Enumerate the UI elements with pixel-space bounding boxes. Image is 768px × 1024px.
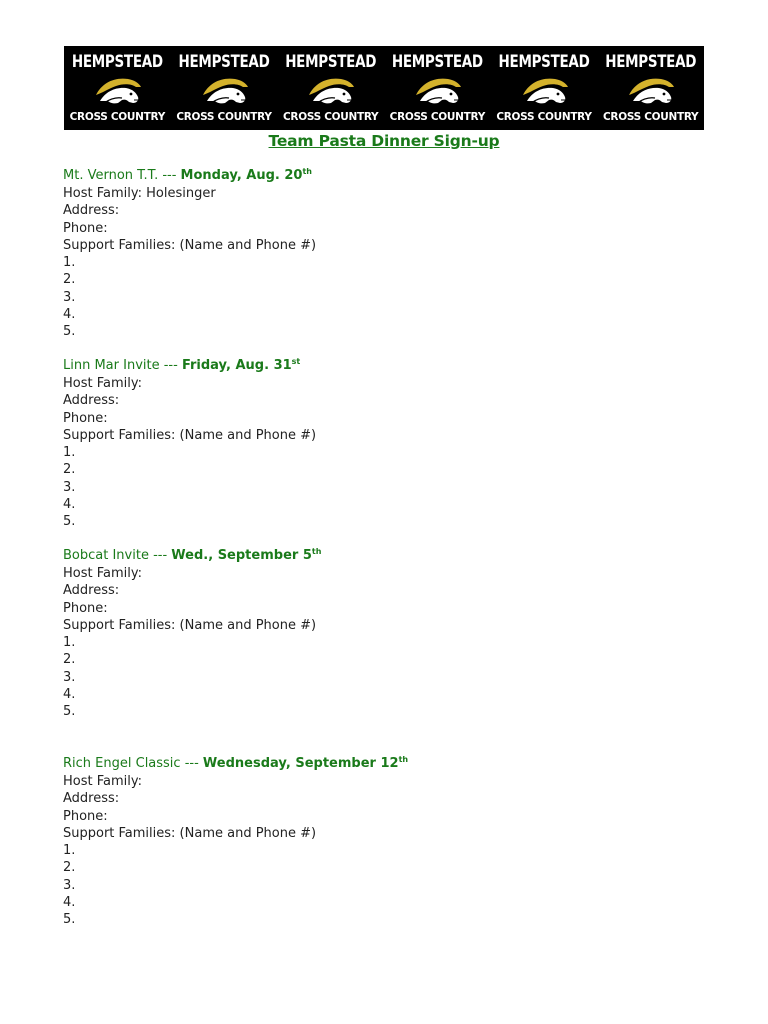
event-date-ordinal: st bbox=[291, 357, 301, 366]
support-family-slot: 1. bbox=[63, 843, 76, 859]
event-name: Rich Engel Classic bbox=[63, 756, 181, 771]
support-families-label: Support Families: (Name and Phone #) bbox=[63, 237, 317, 253]
support-family-slot: 4. bbox=[63, 307, 76, 323]
logo-school-name: HEMPSTEAD bbox=[71, 52, 163, 72]
event-separator: --- bbox=[159, 358, 182, 373]
event-date-ordinal: th bbox=[311, 547, 322, 556]
event-separator: --- bbox=[180, 756, 203, 771]
page-title: Team Pasta Dinner Sign-up bbox=[268, 132, 500, 150]
logo-sport-name: CROSS COUNTRY bbox=[176, 111, 272, 123]
logo-school-name: HEMPSTEAD bbox=[285, 52, 377, 72]
support-family-slot: 2. bbox=[63, 462, 76, 478]
host-family-field: Host Family: bbox=[63, 566, 142, 581]
support-family-slot: 5. bbox=[63, 704, 76, 720]
team-logo bbox=[597, 46, 704, 130]
event-name: Linn Mar Invite bbox=[63, 358, 160, 373]
logo-sport-name: CROSS COUNTRY bbox=[283, 111, 379, 123]
bronco-horse-icon bbox=[94, 73, 142, 109]
address-field: Address: bbox=[63, 393, 120, 409]
support-family-slot: 5. bbox=[63, 324, 76, 340]
bronco-horse-icon bbox=[201, 73, 249, 109]
support-family-slot: 3. bbox=[63, 669, 76, 685]
event-section bbox=[63, 167, 703, 341]
support-family-slot: 2. bbox=[63, 272, 76, 288]
bronco-horse-icon bbox=[627, 73, 675, 109]
event-heading bbox=[63, 167, 703, 185]
bronco-horse-icon bbox=[307, 73, 355, 109]
logo-school-name: HEMPSTEAD bbox=[605, 52, 697, 72]
support-family-slot: 3. bbox=[63, 289, 76, 305]
address-field: Address: bbox=[63, 203, 120, 219]
team-logo bbox=[277, 46, 384, 130]
bronco-horse-icon bbox=[521, 73, 569, 109]
support-family-slot: 2. bbox=[63, 652, 76, 668]
event-date: Friday, Aug. 31 bbox=[181, 358, 292, 373]
event-separator: --- bbox=[148, 548, 172, 563]
logo-sport-name: CROSS COUNTRY bbox=[69, 111, 166, 123]
support-family-slot: 1. bbox=[63, 255, 76, 271]
support-family-slot: 5. bbox=[63, 514, 76, 530]
support-family-slot: 3. bbox=[63, 877, 76, 893]
event-date-ordinal: th bbox=[398, 755, 409, 764]
address-field: Address: bbox=[63, 791, 120, 807]
support-family-slot: 1. bbox=[63, 635, 76, 651]
support-family-slot: 3. bbox=[63, 479, 76, 495]
bronco-horse-icon bbox=[414, 73, 462, 109]
host-family-field: Host Family: bbox=[63, 376, 142, 391]
team-logo bbox=[171, 46, 278, 130]
event-date: Monday, Aug. 20 bbox=[180, 168, 303, 183]
support-families-label: Support Families: (Name and Phone #) bbox=[63, 825, 317, 841]
phone-field: Phone: bbox=[63, 410, 108, 426]
header-banner bbox=[64, 46, 704, 130]
support-families-label: Support Families: (Name and Phone #) bbox=[63, 427, 317, 443]
phone-field: Phone: bbox=[63, 600, 108, 616]
support-family-slot: 4. bbox=[63, 687, 76, 703]
logo-sport-name: CROSS COUNTRY bbox=[496, 111, 592, 123]
event-date-ordinal: th bbox=[302, 167, 312, 176]
host-family-field: Host Family: bbox=[63, 774, 142, 789]
logo-school-name: HEMPSTEAD bbox=[178, 52, 270, 72]
support-family-slot: 4. bbox=[63, 895, 76, 911]
logo-sport-name: CROSS COUNTRY bbox=[389, 111, 486, 123]
event-section bbox=[63, 547, 703, 721]
event-date: Wed., September 5 bbox=[171, 548, 312, 563]
host-family-field: Host Family: Holesinger bbox=[63, 186, 216, 201]
event-section bbox=[63, 755, 703, 929]
event-heading bbox=[63, 547, 703, 565]
phone-field: Phone: bbox=[63, 220, 108, 236]
logo-school-name: HEMPSTEAD bbox=[498, 52, 590, 72]
event-section bbox=[63, 357, 703, 531]
event-heading bbox=[63, 357, 703, 375]
team-logo bbox=[384, 46, 491, 130]
support-families-label: Support Families: (Name and Phone #) bbox=[63, 617, 317, 633]
support-family-slot: 5. bbox=[63, 912, 76, 928]
event-heading bbox=[63, 755, 703, 773]
event-date: Wednesday, September 12 bbox=[202, 756, 399, 771]
address-field: Address: bbox=[63, 583, 120, 599]
team-logo bbox=[491, 46, 598, 130]
support-family-slot: 2. bbox=[63, 860, 76, 876]
event-name: Bobcat Invite bbox=[63, 548, 149, 563]
support-family-slot: 1. bbox=[63, 445, 76, 461]
logo-sport-name: CROSS COUNTRY bbox=[603, 111, 699, 123]
logo-school-name: HEMPSTEAD bbox=[391, 52, 483, 72]
phone-field: Phone: bbox=[63, 808, 108, 824]
event-name: Mt. Vernon T.T. bbox=[63, 168, 159, 183]
event-separator: --- bbox=[158, 168, 181, 183]
support-family-slot: 4. bbox=[63, 497, 76, 513]
team-logo bbox=[64, 46, 171, 130]
